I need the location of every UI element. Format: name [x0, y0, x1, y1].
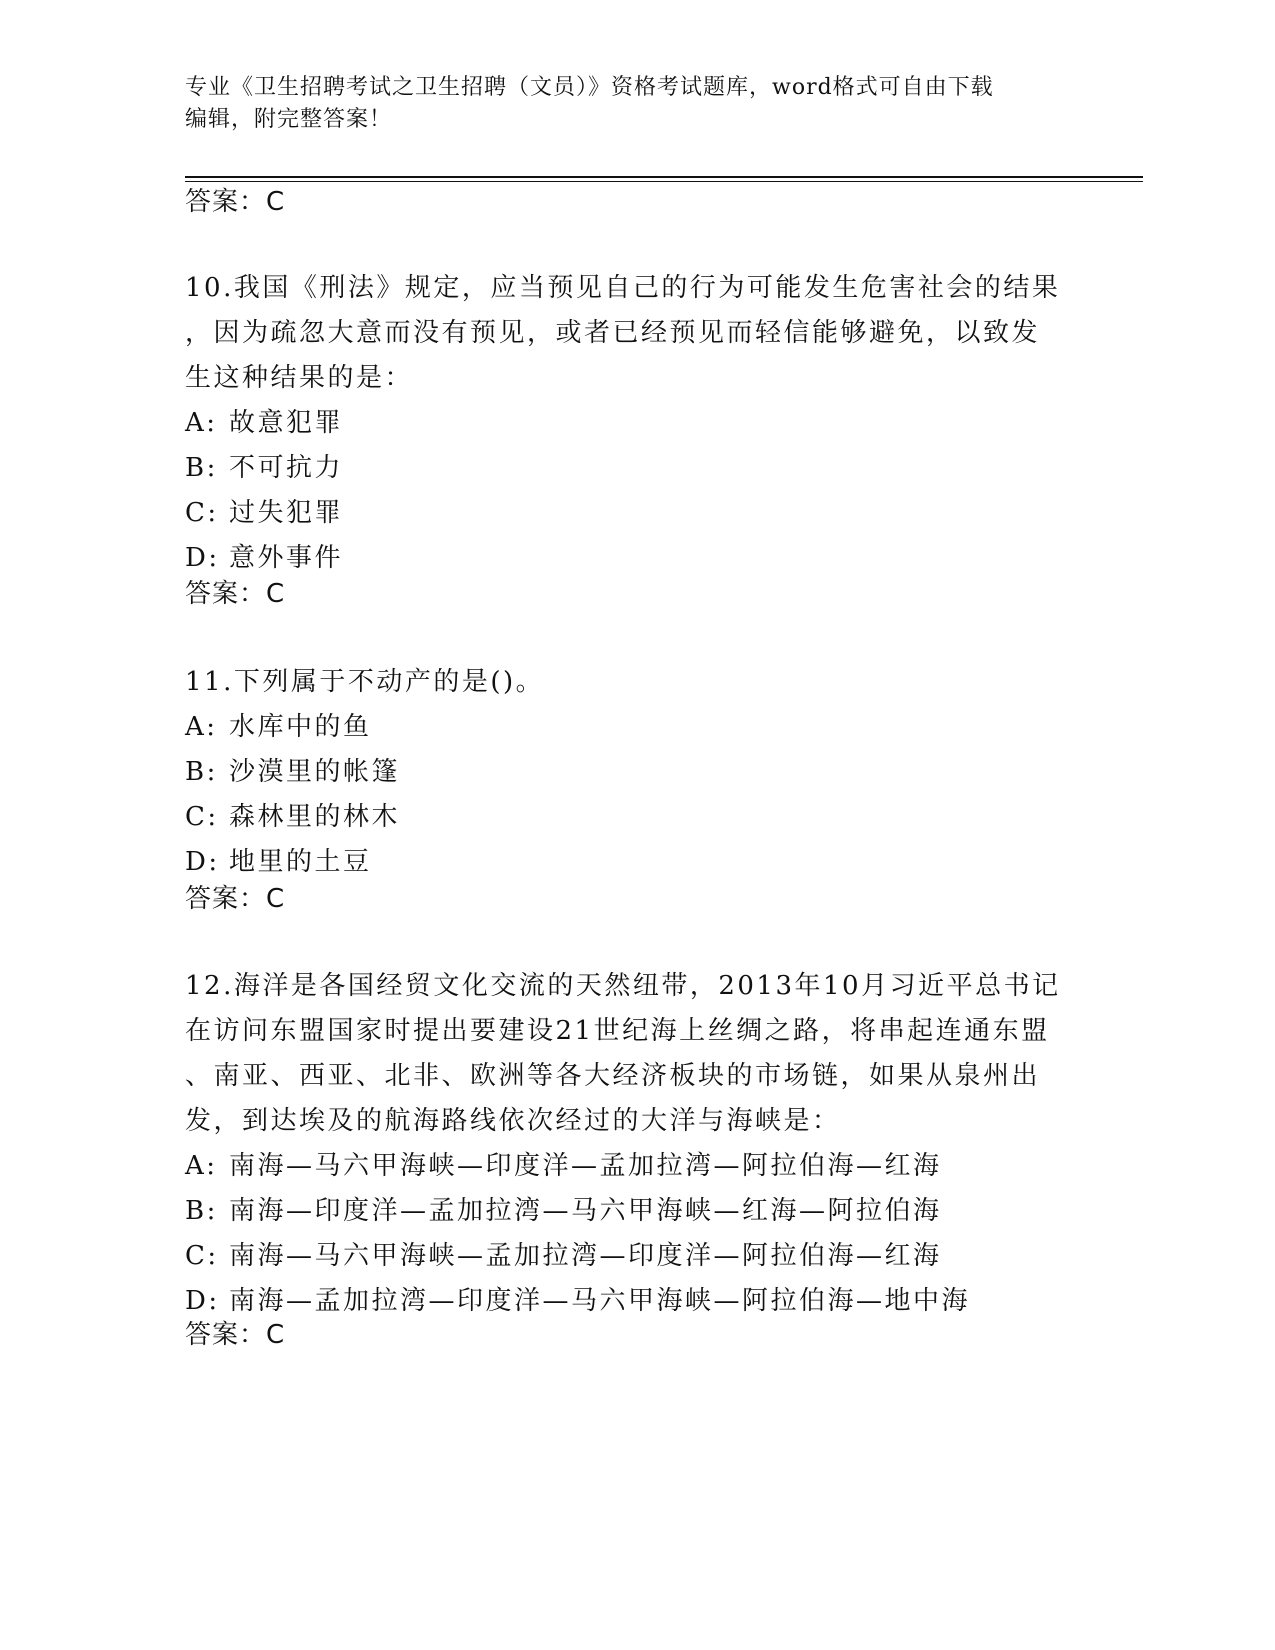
answer-label: 答案： [185, 884, 267, 914]
question-stem-line: 12.海洋是各国经贸文化交流的天然纽带，2013年10月习近平总书记 [185, 971, 1061, 1001]
option-text: 不可抗力 [229, 453, 344, 483]
question-stem-line: ，因为疏忽大意而没有预见，或者已经预见而轻信能够避免，以致发 [185, 318, 1041, 348]
question-10 [185, 266, 1145, 581]
answer-label: 答案： [185, 1320, 267, 1350]
header-rule-thin [185, 181, 1143, 182]
option-letter: A: [185, 408, 218, 438]
option-letter: D: [185, 1286, 220, 1316]
question-stem-line: 生这种结果的是： [185, 363, 414, 393]
option-letter: C: [185, 498, 219, 528]
option-text: 沙漠里的帐篷 [229, 757, 401, 787]
option-d [185, 536, 1145, 581]
option-b [185, 750, 1145, 795]
document-header [185, 72, 1085, 136]
option-letter: B: [185, 757, 218, 787]
option-c [185, 795, 1145, 840]
option-letter: B: [185, 1196, 218, 1226]
answer-value: C [266, 884, 286, 914]
option-letter: D: [185, 543, 220, 573]
answer-11 [185, 882, 285, 916]
header-line-1: 专业《卫生招聘考试之卫生招聘（文员）》资格考试题库，word格式可自由下载 [185, 75, 994, 100]
option-letter: A: [185, 712, 218, 742]
option-a [185, 1144, 1145, 1189]
option-text: 南海—孟加拉湾—印度洋—马六甲海峡—阿拉伯海—地中海 [229, 1286, 971, 1316]
question-12 [185, 964, 1145, 1324]
option-text: 过失犯罪 [229, 498, 344, 528]
question-stem-line: 10.我国《刑法》规定，应当预见自己的行为可能发生危害社会的结果 [185, 273, 1061, 303]
header-line-2: 编辑，附完整答案！ [185, 107, 393, 132]
answer-12 [185, 1318, 285, 1352]
answer-value: C [266, 579, 286, 609]
question-stem-line: 、南亚、西亚、北非、欧洲等各大经济板块的市场链，如果从泉州出 [185, 1061, 1041, 1091]
option-text: 南海—印度洋—孟加拉湾—马六甲海峡—红海—阿拉伯海 [229, 1196, 942, 1226]
option-c [185, 491, 1145, 536]
answer-label: 答案： [185, 187, 267, 217]
option-text: 故意犯罪 [229, 408, 344, 438]
option-text: 地里的土豆 [229, 847, 372, 877]
question-stem-line: 在访问东盟国家时提出要建设21世纪海上丝绸之路，将串起连通东盟 [185, 1016, 1050, 1046]
option-text: 水库中的鱼 [229, 712, 372, 742]
option-letter: A: [185, 1151, 218, 1181]
question-11 [185, 660, 1145, 885]
option-a [185, 401, 1145, 446]
answer-label: 答案： [185, 579, 267, 609]
option-letter: C: [185, 1241, 219, 1271]
answer-10 [185, 577, 285, 611]
answer-value: C [266, 187, 286, 217]
question-stem-line: 11.下列属于不动产的是()。 [185, 667, 545, 697]
answer-value: C [266, 1320, 286, 1350]
option-b [185, 1189, 1145, 1234]
option-d [185, 1279, 1145, 1324]
option-letter: C: [185, 802, 219, 832]
option-text: 意外事件 [229, 543, 344, 573]
prev-answer [185, 185, 285, 219]
option-text: 南海—马六甲海峡—孟加拉湾—印度洋—阿拉伯海—红海 [229, 1241, 942, 1271]
option-text: 南海—马六甲海峡—印度洋—孟加拉湾—阿拉伯海—红海 [229, 1151, 942, 1181]
option-text: 森林里的林木 [229, 802, 401, 832]
option-b [185, 446, 1145, 491]
option-letter: D: [185, 847, 220, 877]
option-letter: B: [185, 453, 218, 483]
question-stem-line: 发，到达埃及的航海路线依次经过的大洋与海峡是： [185, 1106, 841, 1136]
header-rule-thick [185, 176, 1143, 178]
option-d [185, 840, 1145, 885]
option-c [185, 1234, 1145, 1279]
option-a [185, 705, 1145, 750]
